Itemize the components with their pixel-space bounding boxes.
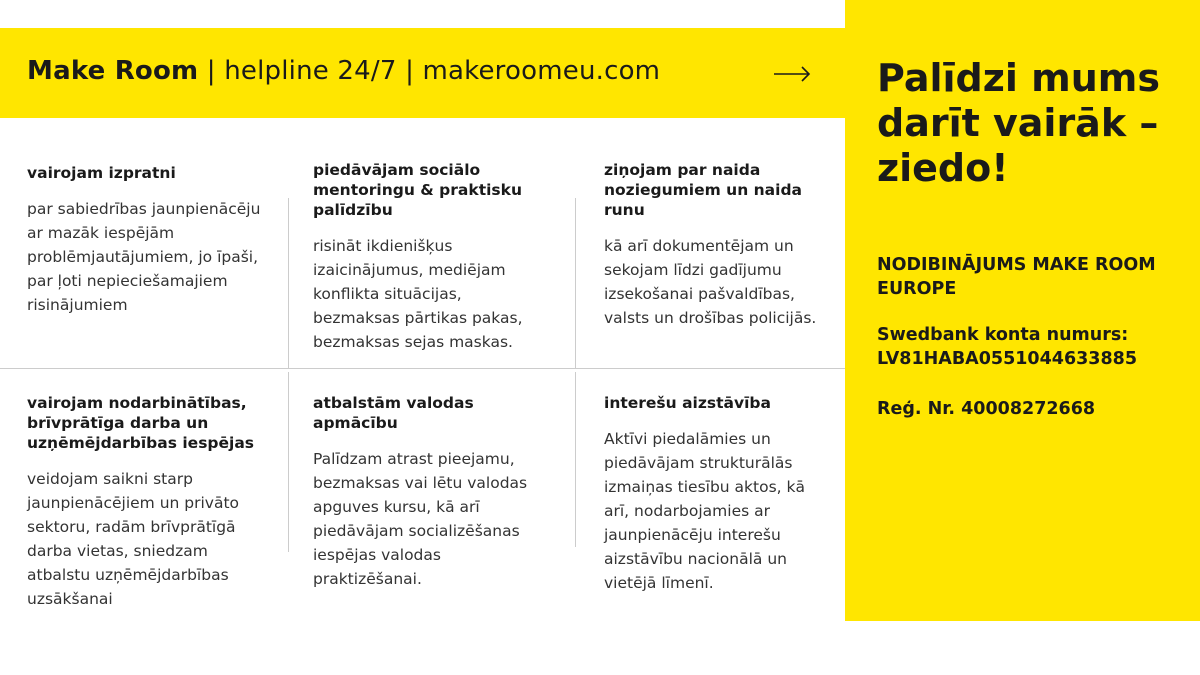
grid-divider	[0, 368, 845, 369]
service-title: vairojam izpratni	[27, 164, 176, 182]
grid-divider	[288, 198, 289, 368]
helpline-text[interactable]: helpline 24/7 | makeroomeu.com	[224, 56, 661, 86]
service-title: atbalstām valodas apmācību	[313, 394, 474, 432]
service-description: par sabiedrības jaunpienācēju ar mazāk iespējām problēmjautājumiem, jo īpaši, par ļoti nepieciešamajiem risinājumiem	[27, 200, 261, 314]
service-cell	[27, 393, 257, 611]
service-cell	[313, 393, 545, 591]
grid-divider	[288, 372, 289, 552]
registration-number: Reģ. Nr. 40008272668	[877, 399, 1096, 419]
service-title: vairojam nodarbinātības, brīvprātīga darba un uzņēmējdarbības iespējas	[27, 394, 255, 452]
brand-separator: |	[198, 56, 225, 86]
service-description: Aktīvi piedalāmies un piedāvājam strukturālās izmaiņas tiesību aktos, kā arī, nodarbojamies ar jaunpienācēju interešu aizstāvību nacionālā un vietējā līmenī.	[604, 430, 806, 592]
bank-account: Swedbank konta numurs: LV81HABA0551044633885	[877, 325, 1138, 369]
service-description: veidojam saikni starp jaunpienācējiem un privāto sektoru, radām brīvprātīgā darba vietas, sniedzam atbalstu uzņēmējdarbības uzsākšanai	[27, 470, 240, 608]
service-cell	[27, 163, 267, 317]
service-cell	[604, 160, 819, 330]
service-title: interešu aizstāvība	[604, 394, 771, 412]
grid-divider	[575, 372, 576, 547]
service-description: risināt ikdienišķus izaicinājumus, mediējam konflikta situācijas, bezmaksas pārtikas pakas, bezmaksas sejas maskas.	[313, 237, 523, 351]
service-title: piedāvājam sociālo mentoringu & praktisku palīdzību	[313, 161, 522, 219]
right-arrow-icon[interactable]	[772, 62, 812, 86]
organization-name: NODIBINĀJUMS MAKE ROOM EUROPE	[877, 255, 1156, 299]
service-cell	[313, 160, 545, 354]
brand-name: Make Room	[27, 56, 199, 86]
service-description: kā arī dokumentējam un sekojam līdzi gadījumu izsekošanai pašvaldības, valsts un drošības policijās.	[604, 237, 817, 327]
grid-divider	[575, 198, 576, 368]
donation-heading: Palīdzi mums darīt vairāk – ziedo!	[877, 56, 1160, 190]
service-description: Palīdzam atrast pieejamu, bezmaksas vai lētu valodas apguves kursu, kā arī piedāvājam socializēšanas iespējas valodas praktizēšanai.	[313, 450, 528, 588]
banner-text	[27, 56, 660, 86]
service-cell	[604, 393, 819, 595]
service-title: ziņojam par naida noziegumiem un naida runu	[604, 161, 803, 219]
